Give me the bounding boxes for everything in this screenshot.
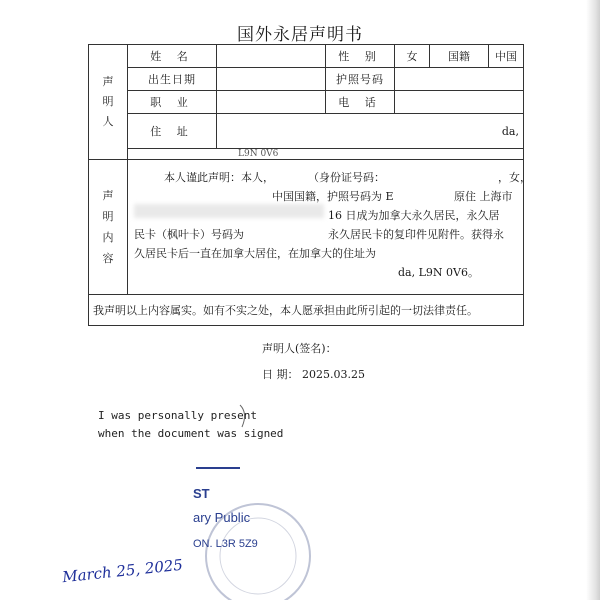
- name-label: 姓 名: [128, 45, 217, 68]
- date-label: 日 期：: [262, 368, 299, 381]
- address-partial: L9N 0V6: [128, 149, 524, 160]
- declarant-signature-label: 声明人(签名)：: [262, 342, 337, 355]
- occupation-label: 职 业: [128, 91, 217, 114]
- pen-mark: [240, 405, 245, 427]
- declaration-footer: 我声明以上内容属实。如有不实之处，本人愿承担由此所引起的一切法律责任。: [89, 295, 524, 326]
- passport-label: 护照号码: [326, 68, 395, 91]
- date-value: 2025.03.25: [302, 368, 365, 381]
- handwritten-date: March 25, 2025: [61, 555, 184, 587]
- statement-line-1b: （身份证号码：: [308, 171, 385, 184]
- stamp-address: ON. L3R 5Z9: [193, 538, 258, 550]
- statement-line-6: da, L9N 0V6。: [398, 266, 479, 279]
- statement-line-3a: 16 日成为加拿大永久居民，永久居: [328, 209, 500, 222]
- nationality-label: 国籍: [430, 45, 489, 68]
- statement-line-4a: 民卡（枫叶卡）号码为: [134, 228, 244, 241]
- notary-line-2: when the document was signed: [98, 427, 284, 440]
- stamp-fragment: ST: [193, 486, 210, 501]
- statement-section-label: 声 明 内 容: [89, 160, 128, 295]
- notary-seal-inner: [220, 518, 296, 594]
- gender-value: 女: [395, 45, 430, 68]
- statement-line-4b: 永久居民卡的复印件见附件。获得永: [328, 228, 504, 241]
- nationality-value: 中国: [489, 45, 524, 68]
- statement-line-5: 久居民卡后一直在加拿大居住，在加拿大的住址为: [134, 247, 376, 260]
- document-title: 国外永居声明书: [237, 25, 363, 45]
- gender-label: 性 别: [326, 45, 395, 68]
- dob-label: 出生日期: [128, 68, 217, 91]
- address-tail: da,: [501, 124, 519, 138]
- statement-line-2b: 原住 上海市: [454, 190, 513, 203]
- statement-line-2a: 中国国籍，护照号码为 E: [272, 190, 394, 203]
- statement-line-1c: ，女，: [498, 171, 531, 184]
- address-label: 住 址: [128, 114, 217, 149]
- notary-line-1: I was personally present: [98, 409, 257, 422]
- phone-label: 电 话: [326, 91, 395, 114]
- stamp-title: ary Public: [193, 510, 251, 525]
- statement-line-1a: 本人谨此声明：本人，: [164, 171, 274, 184]
- declarant-section-label: 声 明 人: [89, 45, 128, 160]
